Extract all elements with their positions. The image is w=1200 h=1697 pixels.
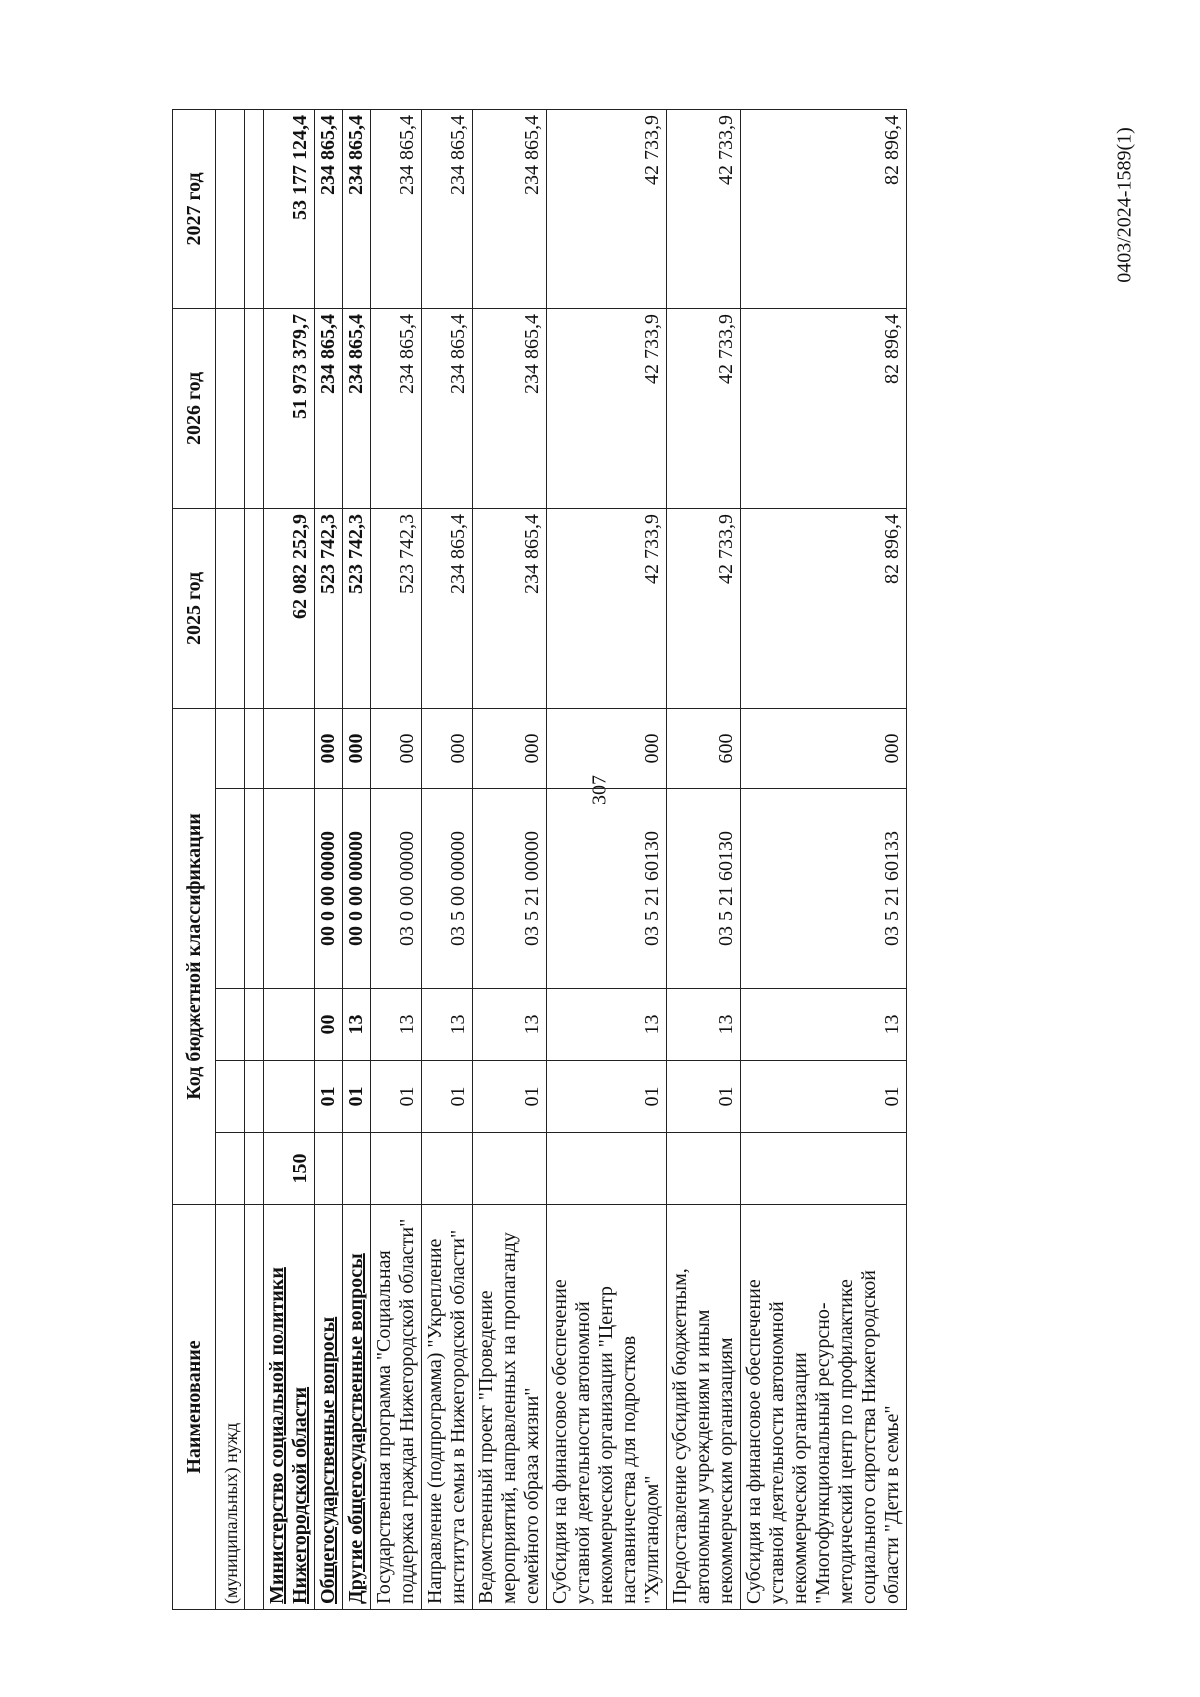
row-name: Общегосударственные вопросы [315,1205,343,1610]
row-ministry-code [315,1133,343,1205]
continuation-row [216,109,245,1609]
row-value-2025: 42 733,9 [667,508,741,708]
spacer-row [245,109,264,1609]
row-value-2027: 42 733,9 [547,109,667,308]
row-name: Ведомственный проект "Проведение мероприятий, направленных на пропаганду семейного образа жизни" [473,1205,547,1610]
row-name: Министерство социальной политики Нижегородской области [264,1205,315,1610]
row-value-2027: 234 865,4 [422,109,473,308]
header-name: Наименование [173,1205,216,1610]
row-value-2025: 62 082 252,9 [264,508,315,708]
row-section-code: 01 [343,1061,371,1133]
row-subsection-code: 00 [315,989,343,1061]
row-section-code: 01 [315,1061,343,1133]
row-target-code: 00 0 00 00000 [343,789,371,989]
row-expense-code: 000 [371,708,422,788]
row-name: Государственная программа "Социальная поддержка граждан Нижегородской области" [371,1205,422,1610]
row-section-code: 01 [371,1061,422,1133]
row-ministry-code [741,1133,907,1205]
row-expense-code: 600 [667,708,741,788]
row-target-code: 00 0 00 00000 [315,789,343,989]
row-section-code: 01 [667,1061,741,1133]
row-target-code [264,789,315,989]
row-value-2025: 234 865,4 [473,508,547,708]
row-value-2027: 234 865,4 [315,109,343,308]
header-2026: 2026 год [173,308,216,508]
row-name: Другие общегосударственные вопросы [343,1205,371,1610]
row-expense-code: 000 [547,708,667,788]
header-code-group: Код бюджетной классификации [173,708,216,1204]
row-name: Субсидия на финансовое обеспечение уставной деятельности автономной некоммерческой организации "Центр наставничества для подростков "Хулиганодом" [547,1205,667,1610]
row-value-2026: 51 973 379,7 [264,308,315,508]
row-target-code: 03 5 21 00000 [473,789,547,989]
row-ministry-code: 150 [264,1133,315,1205]
row-ministry-code [547,1133,667,1205]
table-row [371,109,422,1609]
row-value-2025: 42 733,9 [547,508,667,708]
row-subsection-code: 13 [422,989,473,1061]
row-value-2027: 42 733,9 [667,109,741,308]
row-subsection-code: 13 [667,989,741,1061]
row-subsection-code: 13 [371,989,422,1061]
header-row [173,109,216,1609]
row-ministry-code [473,1133,547,1205]
row-value-2027: 53 177 124,4 [264,109,315,308]
row-section-code: 01 [547,1061,667,1133]
row-subsection-code: 13 [741,989,907,1061]
row-expense-code: 000 [315,708,343,788]
row-value-2025: 523 742,3 [371,508,422,708]
row-target-code: 03 5 21 60130 [667,789,741,989]
row-name: Субсидия на финансовое обеспечение уставной деятельности автономной некоммерческой организации "Многофункциональный ресурсно-методический центр по профилактике социального сиротства Нижегородской области "Дети в семье" [741,1205,907,1610]
row-target-code: 03 5 00 00000 [422,789,473,989]
row-value-2026: 234 865,4 [343,308,371,508]
budget-table [172,109,907,1610]
row-name: Направление (подпрограмма) "Укрепление института семьи в Нижегородской области" [422,1205,473,1610]
table-row [264,109,315,1609]
row-ministry-code [422,1133,473,1205]
table-row [547,109,667,1609]
row-section-code: 01 [422,1061,473,1133]
row-value-2026: 234 865,4 [473,308,547,508]
row-target-code: 03 0 00 00000 [371,789,422,989]
rotated-table-container [172,110,1032,1610]
row-value-2026: 82 896,4 [741,308,907,508]
row-target-code: 03 5 21 60133 [741,789,907,989]
row-subsection-code: 13 [547,989,667,1061]
continuation-text: (муниципальных) нужд [216,1205,245,1610]
row-name: Предоставление субсидий бюджетным, автономным учреждениям и иным некоммерческим организациям [667,1205,741,1610]
table-row [741,109,907,1609]
row-value-2027: 82 896,4 [741,109,907,308]
document-code: 0403/2024-1589(1) [1113,127,1136,283]
row-section-code: 01 [741,1061,907,1133]
row-value-2027: 234 865,4 [343,109,371,308]
header-2027: 2027 год [173,109,216,308]
row-expense-code [264,708,315,788]
row-expense-code: 000 [741,708,907,788]
row-section-code: 01 [473,1061,547,1133]
table-row [473,109,547,1609]
table-row [315,109,343,1609]
row-value-2025: 82 896,4 [741,508,907,708]
row-value-2025: 523 742,3 [315,508,343,708]
row-value-2027: 234 865,4 [473,109,547,308]
row-value-2026: 234 865,4 [315,308,343,508]
table-row [343,109,371,1609]
row-value-2026: 234 865,4 [371,308,422,508]
row-ministry-code [371,1133,422,1205]
row-value-2026: 42 733,9 [547,308,667,508]
row-subsection-code [264,989,315,1061]
row-target-code: 03 5 21 60130 [547,789,667,989]
row-expense-code: 000 [422,708,473,788]
table-row [422,109,473,1609]
page-number: 307 [588,775,611,805]
row-section-code [264,1061,315,1133]
row-subsection-code: 13 [473,989,547,1061]
row-subsection-code: 13 [343,989,371,1061]
row-value-2026: 42 733,9 [667,308,741,508]
row-expense-code: 000 [343,708,371,788]
row-value-2025: 234 865,4 [422,508,473,708]
row-expense-code: 000 [473,708,547,788]
row-ministry-code [343,1133,371,1205]
header-2025: 2025 год [173,508,216,708]
row-value-2027: 234 865,4 [371,109,422,308]
row-ministry-code [667,1133,741,1205]
table-row [667,109,741,1609]
row-value-2026: 234 865,4 [422,308,473,508]
row-value-2025: 523 742,3 [343,508,371,708]
